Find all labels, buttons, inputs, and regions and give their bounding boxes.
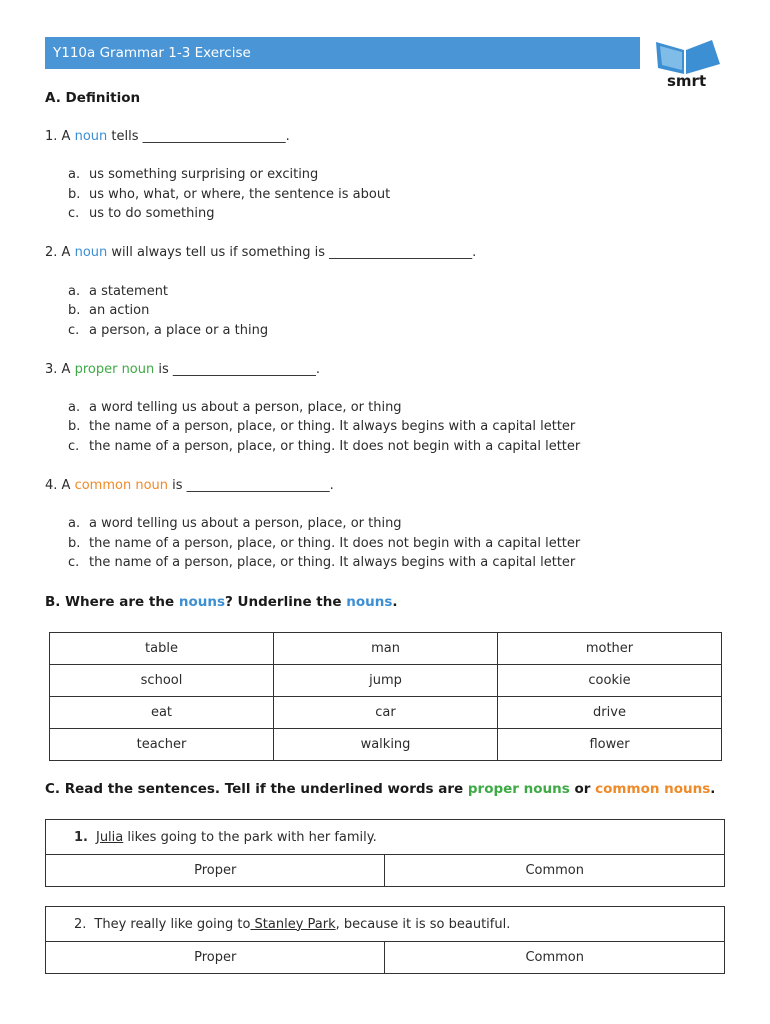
table-row [50, 729, 722, 761]
table-row [50, 665, 722, 697]
option-text: a statement [89, 284, 169, 299]
option-text: a word telling us about a person, place, or thing [89, 400, 402, 415]
proper-choice[interactable]: Proper [46, 855, 385, 887]
option[interactable] [68, 303, 149, 318]
underlined-word: Stanley Park [250, 916, 336, 932]
section-c-title [45, 781, 715, 797]
question-4 [45, 478, 334, 493]
title-highlight: proper nouns [467, 781, 570, 797]
option[interactable] [68, 400, 402, 415]
title-highlight: nouns [346, 594, 393, 610]
word-cell[interactable]: school [50, 665, 274, 697]
option[interactable] [68, 323, 268, 338]
question-stem: is ______________________. [172, 478, 334, 493]
title-highlight: nouns [178, 594, 225, 610]
option-text: the name of a person, place, or thing. It does not begin with a capital letter [89, 439, 581, 454]
key-term: noun [74, 245, 108, 260]
option-text: the name of a person, place, or thing. It always begins with a capital letter [89, 419, 576, 434]
word-cell[interactable]: drive [498, 697, 722, 729]
option-text: a word telling us about a person, place, or thing [89, 516, 402, 531]
table-row [46, 820, 725, 855]
table-row [46, 907, 725, 942]
section-b-title [45, 594, 398, 610]
brand-logo-text: smrt [667, 72, 707, 90]
question-3 [45, 362, 320, 377]
question-1 [45, 129, 290, 144]
table-row [46, 855, 725, 887]
key-term: proper noun [74, 362, 155, 377]
key-term: noun [74, 129, 108, 144]
underlined-word: Julia [95, 829, 124, 845]
option[interactable] [68, 536, 580, 551]
option[interactable] [68, 419, 575, 434]
question-number: 3. A [45, 362, 71, 377]
option-text: the name of a person, place, or thing. It does not begin with a capital letter [89, 536, 581, 551]
word-cell[interactable]: car [274, 697, 498, 729]
option[interactable] [68, 555, 575, 570]
common-choice[interactable]: Common [385, 855, 725, 887]
option[interactable] [68, 439, 580, 454]
table-row [46, 942, 725, 974]
question-stem: will always tell us if something is ______________________. [111, 245, 477, 260]
sentence-text: They really like going to [94, 916, 251, 932]
title-text: or [569, 781, 596, 797]
title-text: C. Read the sentences. Tell if the underlined words are [45, 781, 468, 797]
question-number: 4. A [45, 478, 71, 493]
option-letter: c. [68, 555, 80, 570]
sentence-text: , because it is so beautiful. [335, 916, 511, 932]
sentence-cell [46, 820, 725, 855]
title-text: B. Where are the [45, 594, 179, 610]
word-cell[interactable]: walking [274, 729, 498, 761]
question-number: 1. A [45, 129, 71, 144]
question-2 [45, 245, 476, 260]
question-number: 2. A [45, 245, 71, 260]
option[interactable] [68, 516, 402, 531]
table-row [50, 633, 722, 665]
option-letter: a. [68, 284, 81, 299]
option-text: an action [89, 303, 150, 318]
title-text: . [710, 781, 716, 797]
word-cell[interactable]: table [50, 633, 274, 665]
option-letter: b. [68, 187, 81, 202]
table-row [50, 697, 722, 729]
option[interactable] [68, 206, 215, 221]
option-letter: b. [68, 536, 81, 551]
option[interactable] [68, 167, 318, 182]
question-stem: is ______________________. [158, 362, 321, 377]
option-letter: c. [68, 206, 80, 221]
option[interactable] [68, 187, 390, 202]
option-text: a person, a place or a thing [89, 323, 269, 338]
sentence-2-table [45, 906, 725, 974]
key-term: common noun [74, 478, 169, 493]
proper-choice[interactable]: Proper [46, 942, 385, 974]
sentence-number: 1. [74, 829, 88, 845]
word-cell[interactable]: flower [498, 729, 722, 761]
option-letter: a. [68, 167, 81, 182]
option-letter: a. [68, 516, 81, 531]
option-letter: b. [68, 419, 81, 434]
title-text: ? Underline the [225, 594, 347, 610]
option[interactable] [68, 284, 168, 299]
word-cell[interactable]: man [274, 633, 498, 665]
option-text: us who, what, or where, the sentence is about [89, 187, 391, 202]
nouns-table [49, 632, 722, 761]
common-choice[interactable]: Common [385, 942, 725, 974]
worksheet-title-bar [45, 37, 640, 69]
section-a-title: A. Definition [45, 90, 141, 106]
word-cell[interactable]: cookie [498, 665, 722, 697]
word-cell[interactable]: eat [50, 697, 274, 729]
question-stem: tells ______________________. [111, 129, 290, 144]
option-text: us to do something [89, 206, 215, 221]
worksheet-title: Y110a Grammar 1-3 Exercise [53, 45, 251, 61]
sentence-cell [46, 907, 725, 942]
option-letter: c. [68, 323, 80, 338]
sentence-number: 2. [74, 916, 87, 932]
sentence-1-table [45, 819, 725, 887]
word-cell[interactable]: teacher [50, 729, 274, 761]
word-cell[interactable]: mother [498, 633, 722, 665]
option-text: us something surprising or exciting [89, 167, 319, 182]
option-letter: a. [68, 400, 81, 415]
title-highlight: common nouns [595, 781, 711, 797]
title-text: . [392, 594, 398, 610]
option-letter: c. [68, 439, 80, 454]
sentence-text: likes going to the park with her family. [123, 829, 377, 845]
word-cell[interactable]: jump [274, 665, 498, 697]
option-letter: b. [68, 303, 81, 318]
option-text: the name of a person, place, or thing. It always begins with a capital letter [89, 555, 576, 570]
